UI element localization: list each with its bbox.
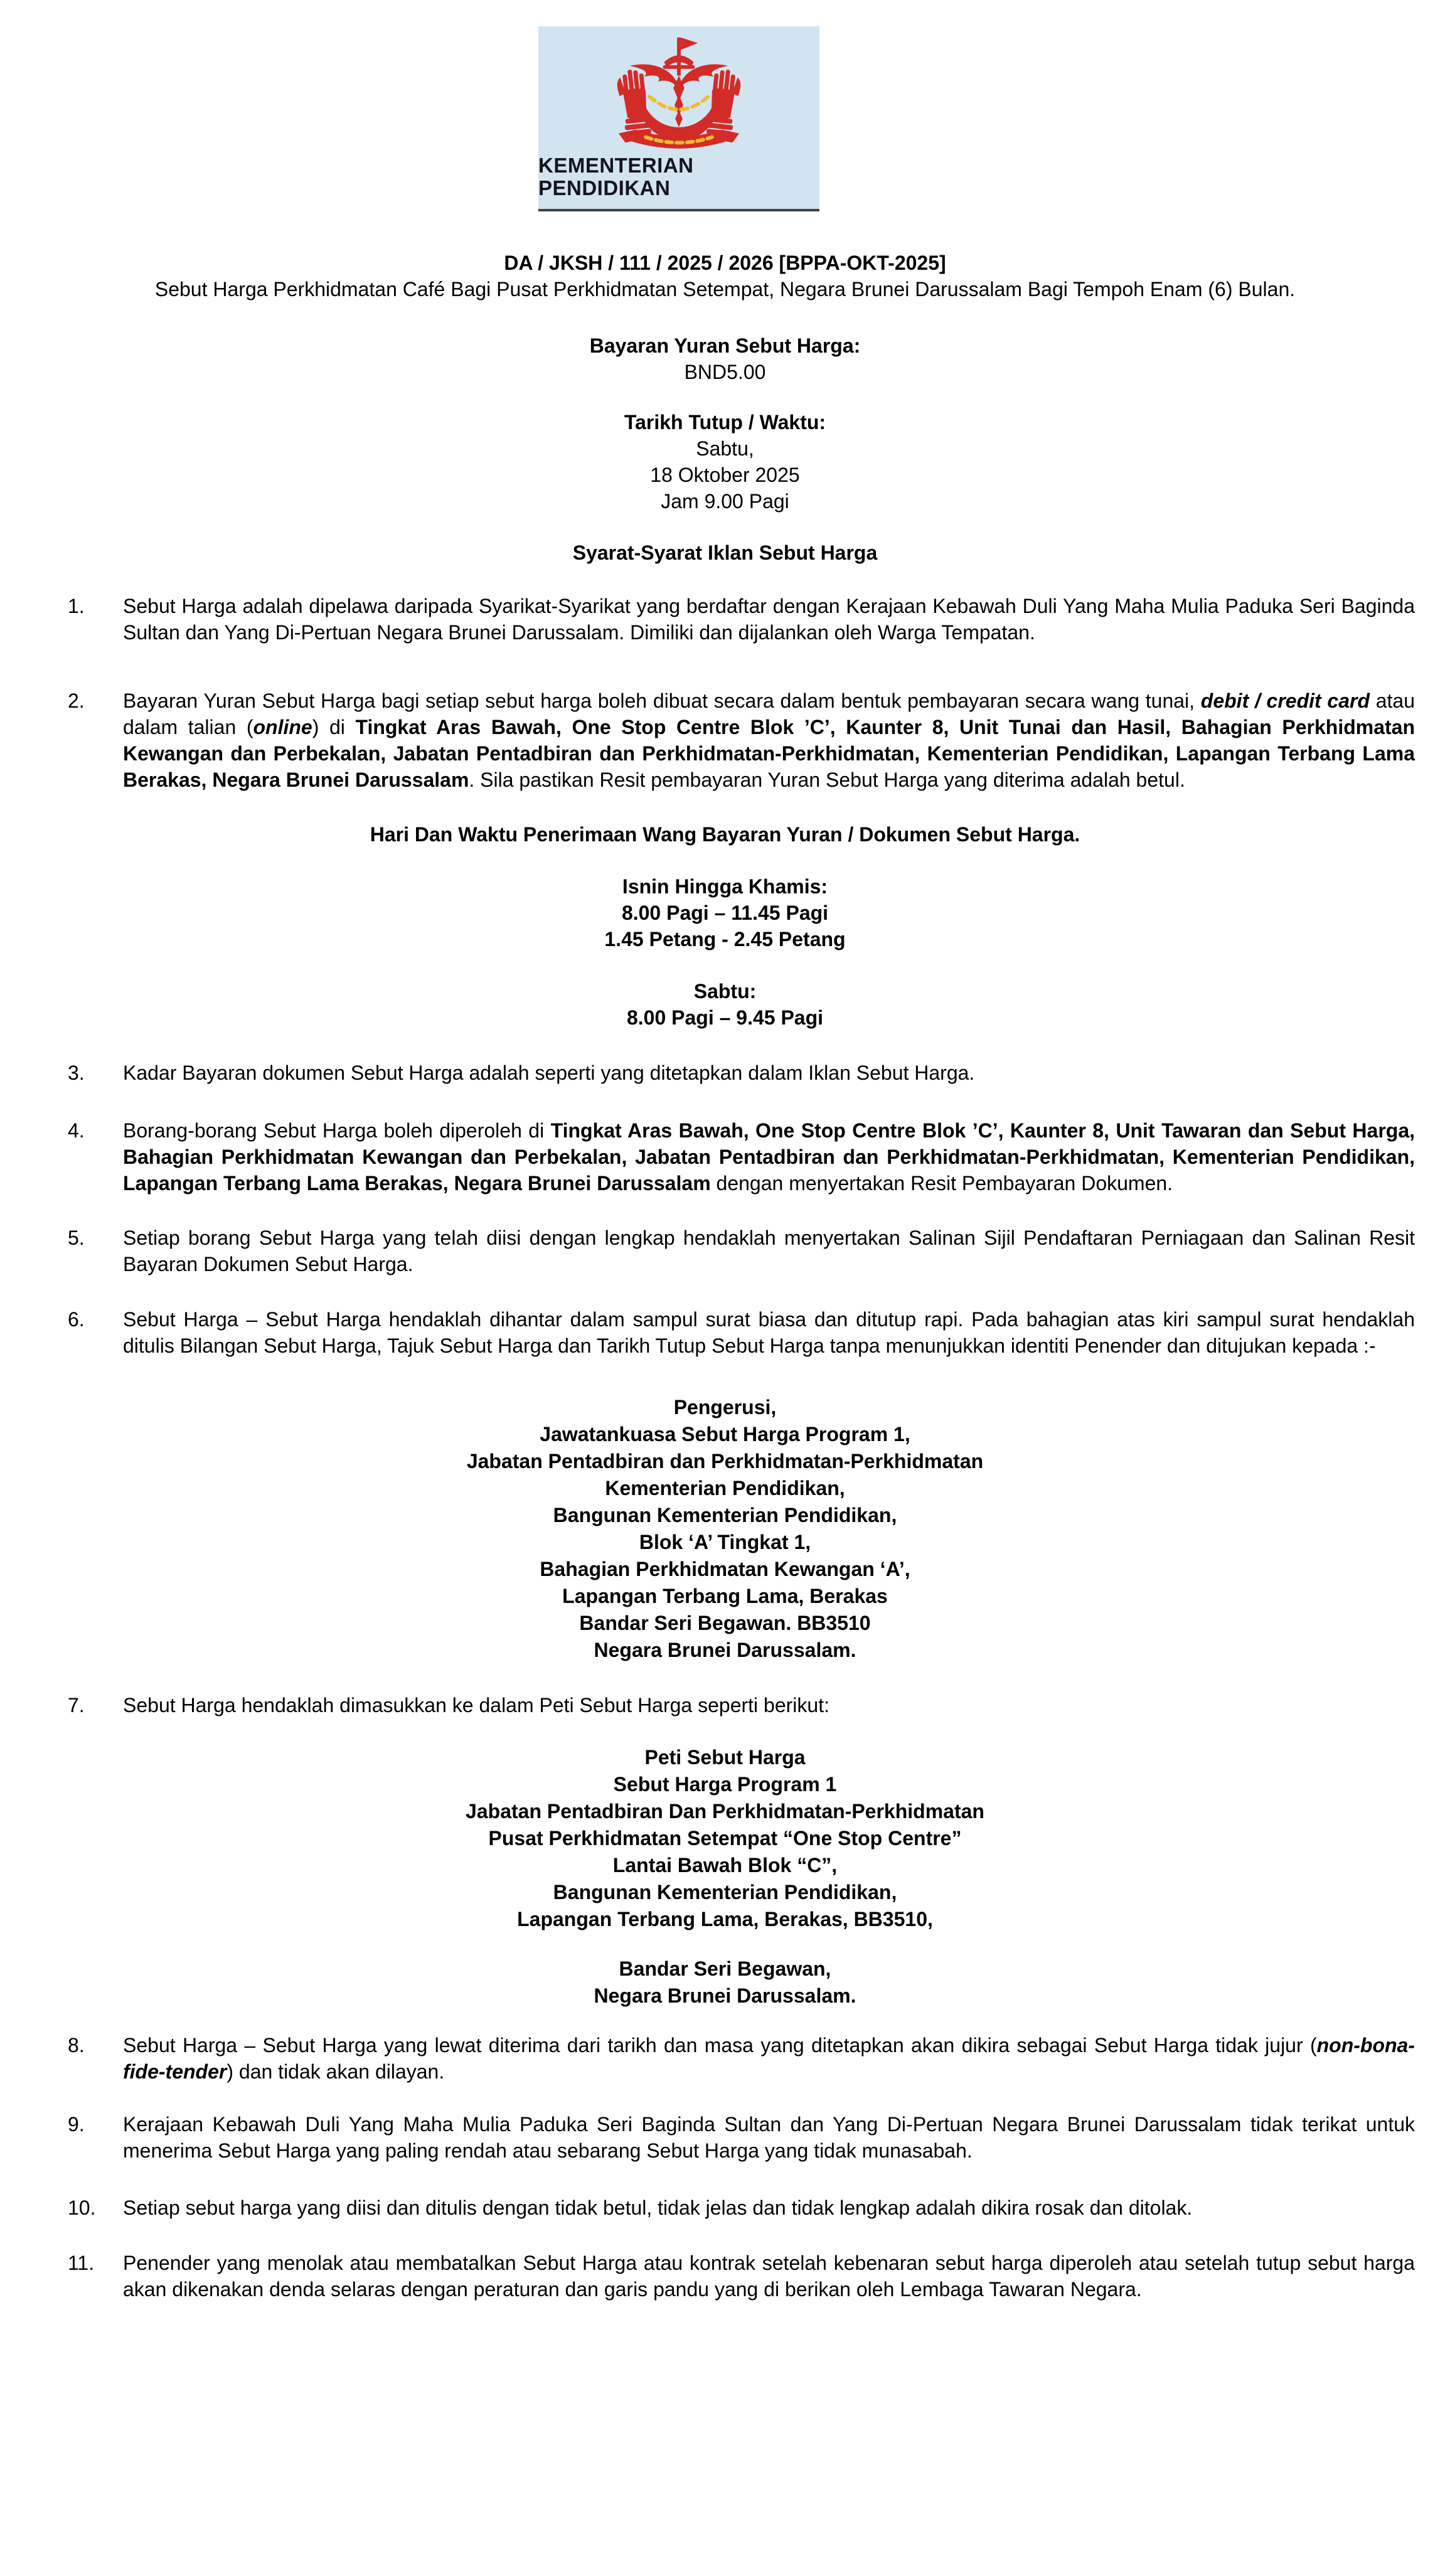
brunei-crest-icon <box>585 31 773 154</box>
address-line: Jabatan Pentadbiran dan Perkhidmatan-Perkhidmatan <box>466 1450 984 1472</box>
condition-number: 9. <box>68 2113 85 2136</box>
closing-time: Jam 9.00 Pagi <box>661 490 789 513</box>
address-line: Kementerian Pendidikan, <box>605 1477 845 1499</box>
address-line: Jabatan Pentadbiran Dan Perkhidmatan-Perkhidmatan <box>466 1800 984 1823</box>
closing-date: 18 Oktober 2025 <box>650 464 800 486</box>
condition-number: 11. <box>68 2252 95 2274</box>
condition-number: 6. <box>68 1308 85 1331</box>
closing-heading: Tarikh Tutup / Waktu: <box>624 411 826 434</box>
address-line: Lantai Bawah Blok “C”, <box>612 1854 838 1876</box>
address-line: Bahagian Perkhidmatan Kewangan ‘A’, <box>540 1558 910 1580</box>
condition-item <box>0 1692 1450 1718</box>
weekday-hours-block <box>0 873 1450 952</box>
address-line: Lapangan Terbang Lama, Berakas, BB3510, <box>517 1908 933 1930</box>
closing-block <box>0 409 1450 514</box>
address-line: Pusat Perkhidmatan Setempat “One Stop Centre” <box>488 1827 962 1850</box>
quote-box-address-city <box>0 1956 1450 2009</box>
address-line: Bangunan Kementerian Pendidikan, <box>553 1881 897 1903</box>
title-block <box>0 250 1450 302</box>
condition-item <box>0 2195 1450 2221</box>
payment-days-heading: Hari Dan Waktu Penerimaan Wang Bayaran Yuran / Dokumen Sebut Harga. <box>370 823 1080 846</box>
tender-subject: Sebut Harga Perkhidmatan Café Bagi Pusat Perkhidmatan Setempat, Negara Brunei Darussalam Bagi Tempoh Enam (6) Bulan. <box>154 278 1296 301</box>
saturday-hours: 8.00 Pagi – 9.45 Pagi <box>626 1006 824 1029</box>
condition-item <box>0 1225 1450 1277</box>
condition-number: 1. <box>68 595 85 617</box>
ministry-logo <box>538 26 819 211</box>
weekday-label: Isnin Hingga Khamis: <box>622 875 828 898</box>
condition-item <box>0 2250 1450 2302</box>
address-line: Blok ‘A’ Tingkat 1, <box>639 1531 811 1553</box>
saturday-label: Sabtu: <box>693 980 757 1003</box>
address-line: Pengerusi, <box>673 1396 777 1418</box>
condition-item <box>0 1306 1450 1359</box>
condition-text: Sebut Harga – Sebut Harga hendaklah dihantar dalam sampul surat biasa dan ditutup rapi. Pada bahagian atas kiri sampul surat hendaklah ditulis Bilangan Sebut Harga, Tajuk Sebut Harga dan Tarikh Tutup Sebut Harga tanpa menunjukkan identiti Penender dan ditujukan kepada :- <box>123 1308 1415 1357</box>
condition-text: Penender yang menolak atau membatalkan Sebut Harga atau kontrak setelah kebenaran sebut harga diperoleh atau setelah tutup sebut harga akan dikenakan denda selaras dengan peraturan dan garis pandu yang di berikan oleh Lembaga Tawaran Negara. <box>123 2252 1415 2301</box>
fee-heading: Bayaran Yuran Sebut Harga: <box>589 334 861 357</box>
condition-number: 2. <box>68 689 85 712</box>
condition-number: 10. <box>68 2196 96 2219</box>
condition-number: 3. <box>68 1062 85 1084</box>
address-line: Peti Sebut Harga <box>644 1746 806 1769</box>
condition-text: Sebut Harga – Sebut Harga yang lewat diterima dari tarikh dan masa yang ditetapkan akan dikira sebagai Sebut Harga tidak jujur (non-bona-fide-tender) dan tidak akan dilayan. <box>123 2034 1415 2083</box>
condition-item <box>0 1060 1450 1086</box>
saturday-hours-block <box>0 978 1450 1031</box>
condition-text: Bayaran Yuran Sebut Harga bagi setiap sebut harga boleh dibuat secara dalam bentuk pembayaran secara wang tunai, debit / credit card atau dalam talian (online) di Tingkat Aras Bawah, One Stop Centre Blok ’C’, Kaunter 8, Unit Tunai dan Hasil, Bahagian Perkhidmatan Kewangan dan Perbekalan, Jabatan Pentadbiran dan Perkhidmatan-Perkhidmatan, Kementerian Pendidikan, Lapangan Terbang Lama Berakas, Negara Brunei Darussalam. Sila pastikan Resit pembayaran Yuran Sebut Harga yang diterima adalah betul. <box>123 689 1415 791</box>
address-line: Lapangan Terbang Lama, Berakas <box>562 1585 888 1607</box>
recipient-address <box>0 1394 1450 1664</box>
conditions-heading: Syarat-Syarat Iklan Sebut Harga <box>572 541 878 564</box>
address-line: Bandar Seri Begawan, <box>619 1957 831 1980</box>
condition-text: Kerajaan Kebawah Duli Yang Maha Mulia Paduka Seri Baginda Sultan dan Yang Di-Pertuan Negara Brunei Darussalam tidak terikat untuk menerima Sebut Harga yang paling rendah atau sebarang Sebut Harga yang tidak munasabah. <box>123 2113 1415 2162</box>
condition-text: Kadar Bayaran dokumen Sebut Harga adalah seperti yang ditetapkan dalam Iklan Sebut Harga. <box>123 1062 975 1084</box>
address-line: Bandar Seri Begawan. BB3510 <box>579 1612 871 1634</box>
weekday-hours-morning: 8.00 Pagi – 11.45 Pagi <box>621 902 829 924</box>
quote-box-address <box>0 1744 1450 1933</box>
ministry-name: KEMENTERIAN PENDIDIKAN <box>538 154 694 200</box>
address-line: Negara Brunei Darussalam. <box>594 1639 856 1661</box>
address-line: Negara Brunei Darussalam. <box>594 1984 856 2007</box>
condition-item <box>0 2111 1450 2164</box>
condition-item <box>0 593 1450 646</box>
weekday-hours-afternoon: 1.45 Petang - 2.45 Petang <box>604 928 846 950</box>
tender-reference: DA / JKSH / 111 / 2025 / 2026 [BPPA-OKT-2025] <box>504 252 946 274</box>
fee-amount: BND5.00 <box>684 361 766 383</box>
condition-text: Borang-borang Sebut Harga boleh diperoleh di Tingkat Aras Bawah, One Stop Centre Blok ’C’, Kaunter 8, Unit Tawaran dan Sebut Harga, Bahagian Perkhidmatan Kewangan dan Perbekalan, Jabatan Pentadbiran dan Perkhidmatan-Perkhidmatan, Kementerian Pendidikan, Lapangan Terbang Lama Berakas, Negara Brunei Darussalam dengan menyertakan Resit Pembayaran Dokumen. <box>123 1119 1415 1195</box>
condition-text: Sebut Harga hendaklah dimasukkan ke dalam Peti Sebut Harga seperti berikut: <box>123 1694 829 1716</box>
condition-number: 5. <box>68 1227 85 1249</box>
condition-number: 4. <box>68 1119 85 1142</box>
closing-day: Sabtu, <box>696 437 754 460</box>
address-line: Sebut Harga Program 1 <box>613 1773 837 1796</box>
condition-text: Setiap sebut harga yang diisi dan ditulis dengan tidak betul, tidak jelas dan tidak lengkap adalah dikira rosak dan ditolak. <box>123 2196 1193 2219</box>
condition-number: 7. <box>68 1694 85 1716</box>
address-line: Jawatankuasa Sebut Harga Program 1, <box>540 1423 910 1445</box>
condition-item <box>0 688 1450 793</box>
condition-text: Setiap borang Sebut Harga yang telah diisi dengan lengkap hendaklah menyertakan Salinan Sijil Pendaftaran Perniagaan dan Salinan Resit Bayaran Dokumen Sebut Harga. <box>123 1227 1415 1275</box>
condition-item <box>0 1117 1450 1196</box>
condition-item <box>0 2032 1450 2085</box>
condition-number: 8. <box>68 2034 85 2057</box>
address-line: Bangunan Kementerian Pendidikan, <box>553 1504 897 1526</box>
fee-block <box>0 333 1450 385</box>
condition-text: Sebut Harga adalah dipelawa daripada Syarikat-Syarikat yang berdaftar dengan Kerajaan Kebawah Duli Yang Maha Mulia Paduka Seri Baginda Sultan dan Yang Di-Pertuan Negara Brunei Darussalam. Dimiliki dan dijalankan oleh Warga Tempatan. <box>123 595 1415 644</box>
